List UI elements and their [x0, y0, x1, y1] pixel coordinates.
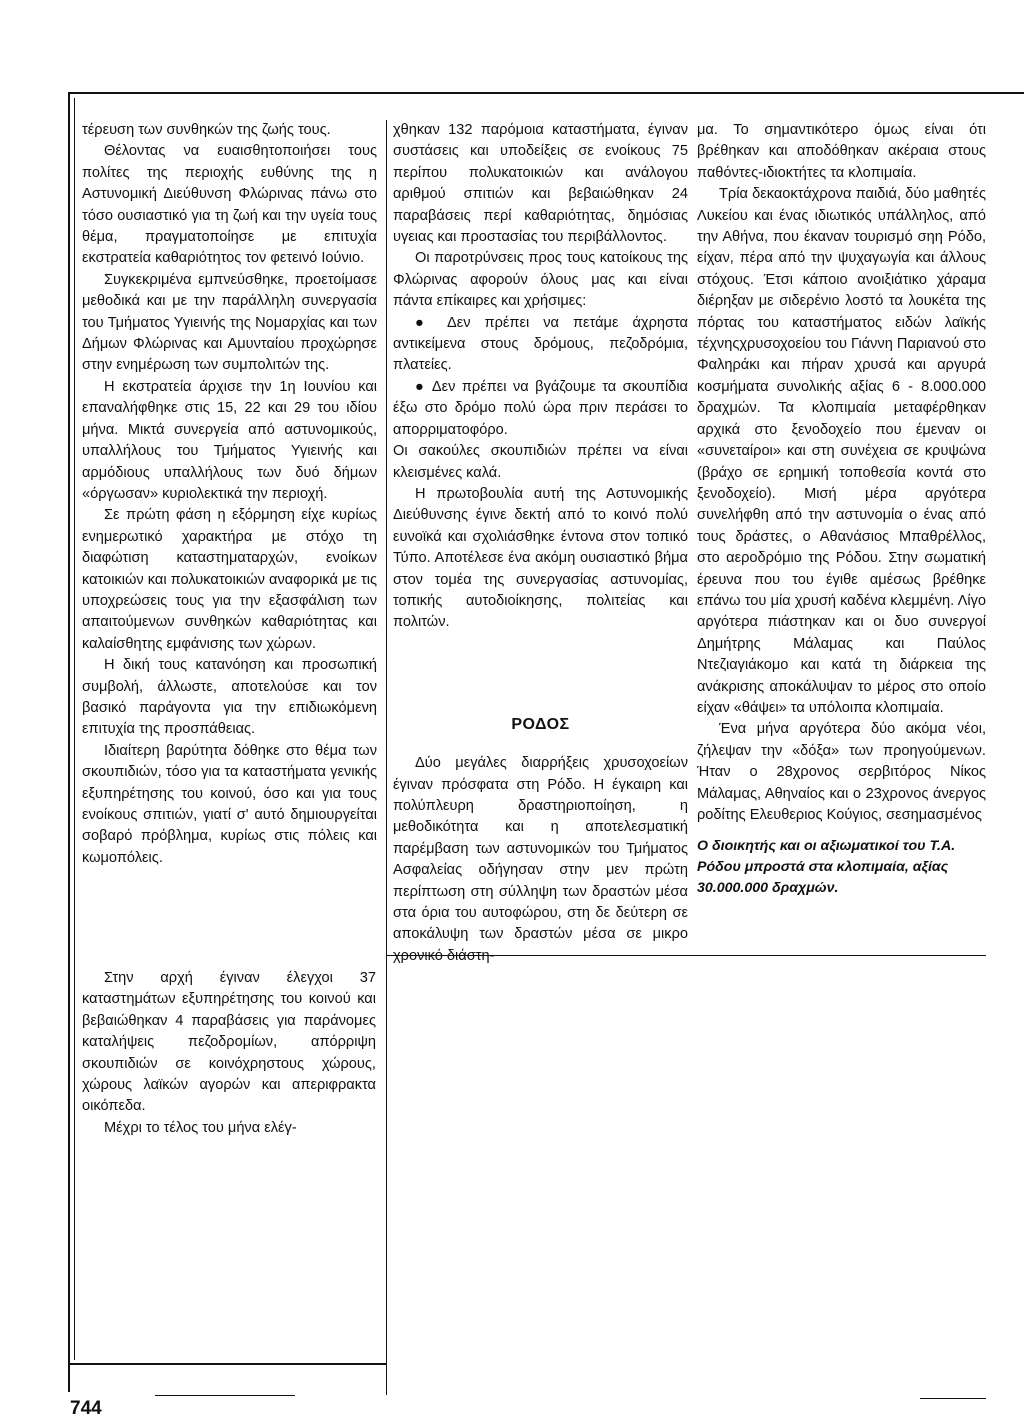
paragraph: Η εκστρατεία άρχισε την 1η Ιουνίου και επαναλήφθηκε στις 15, 22 και 29 του ιδίου μήνα. Μικτά συνεργεία από αστυνομικούς, υπαλλήλους του Τμήματος Υγιεινής και αρμόδιους υπαλλήλους των δυό δήμων «όργωσαν» κυριολεκτικά την περιοχή. [82, 378, 377, 502]
bullet-item: ● Δεν πρέπει να βγάζουμε τα σκουπίδια έξω στο δρόμο πολύ ώρα πριν περάσει το απορριματοφόρο. [393, 378, 688, 438]
article-column-1-bottom [82, 968, 376, 1139]
paragraph: Τρία δεκαοκτάχρονα παιδιά, δύο μαθητές Λυκείου και ένας ιδιωτικός υπάλληλος, από την Αθήνα, που έκαναν τουρισμό σηη Ρόδο, είχαν, πέρα από την ψυχαγωγία και άλλους στόχους. Έτσι κάποιο ανοιξιάτικο χάραμα διέρηξαν με σιδερένιο λοστό τα λουκέτα της πόρτας του καταστήματος ειδών λαϊκής τέχνηςχρυσοχοείου του Γιάννη Παριανού στο Φαληράκι και πήραν χρυσά και αργυρά κοσμήματα συνολικής αξίας 6 - 8.000.000 δραχμών. Τα κλοπιμαία μεταφέρθηκαν αρχικά στο ξενοδοχείο που έμεναν οι «συνεταίροι» και στη συνέχεια σε κρυψώνα (βράχο σε ερημική τοποθεσία κοντά στο ξενοδοχείο). Μισή μέρα αργότερα συνελήφθη από την αστυνομία ο ένας από τους δράστες, ο Αθανάσιος Μπαθρέλλος, στο αεροδρόμιο της Ρόδου. Στην σωματική έρευνα που του έγιθε αμέσως βρέθηκε επάνω του μία χρυσή καδένα κλεμμένη. Λίγο αργότερα πιάστηκαν και οι δυο συνεργοί Δημήτρης Μάλαμας και Παύλος Ντεζιαγιάκομο και κατά τη διάρκεια της ανάκρισης αποκάλυψαν το μέρος στο οποίο είχαν «θάψει» τα υπόλοιπα κλοπιμαία. [697, 186, 986, 716]
bullet-item: ● Δεν πρέπει να πετάμε άχρηστα αντικείμενα στους δρόμους, πεζοδρόμια, πλατείες. [393, 314, 688, 374]
photo-caption: Ο διοικητής και οι αξιωματικοί του Τ.Α. Ρόδου μπροστά στα κλοπιμαία, αξίας 30.000.000 δραχμών. [697, 838, 956, 897]
paragraph: Η δική τους κατανόηση και προσωπική συμβολή, άλλωστε, αποτελούσε και τον βασικό παράγοντα για την επιδιωκόμενη επιτυχία της προσπάθειας. [82, 657, 377, 738]
paragraph: Συγκεκριμένα εμπνεύσθηκε, προετοίμασε μεθοδικά και με την παράλληλη συνεργασία του Τμήματος Υγιεινής της Νομαρχίας και των Δήμων Φλώρινας και Αμυνταίου προχώρησε στην ενημέρωση των συμπολιτών της. [82, 271, 377, 374]
paragraph: τέρευση των συνθηκών της ζωής τους. [82, 122, 331, 138]
paragraph: Θέλοντας να ευαισθητοποιήσει τους πολίτες της περιοχής ευθύνης της η Αστυνομική Διεύθυνση Φλώρινας πάνω στο τόσο ουσιαστικό για τη ζωή και την υγεία τους θέμα, πραγματοποίησε με επιτυχία εκστρατεία καθαριότητος τον φετεινό Ιούνιο. [82, 143, 377, 267]
paragraph: Οι παροτρύνσεις προς τους κατοίκους της Φλώρινας αφορούν όλους μας και είναι πάντα επίκαιρες και χρήσιμες: [393, 250, 688, 310]
top-rule [68, 92, 1024, 94]
paragraph: Η πρωτοβουλία αυτή της Αστυνομικής Διεύθυνσης έγινε δεκτή από το κοινό πολύ ευνοϊκά και σχολιάσθηκε έντονα στον τοπικό Τύπο. Αποτέλεσε ένα ακόμη ουσιαστικό βήμα στον τομέα της συνεργασίας αστυνομίας, τοπικής αυτοδιοίκησης, πολιτείας και πολιτών. [393, 485, 688, 631]
paragraph: Δύο μεγάλες διαρρήξεις χρυσοχοείων έγιναν πρόσφατα στη Ρόδο. Η έγκαιρη και πολύπλευρη δραστηριοποίηση, η μεθοδικότητα και η αποτελεσματική παρέμβαση των αστυνομικών του Τμήματος Ασφαλείας οδήγησαν στην μεν πρώτη περίπτωση στη σύλληψη των δραστών μέσα στα όρια του αυτοφώρου, στη δε δεύτερη σε αποκάλυψη των δραστών μέσα σε μικρο χρονικό διάστη- [393, 755, 688, 964]
paragraph: Σε πρώτη φάση η εξόρμηση είχε κυρίως ενημερωτικό χαρακτήρα με στόχο τη διαφώτιση καταστηματαρχών, ενοίκων κατοικιών και πολυκατοικιών αναφορικά με τις υποχρεώσεις τους για την εξασφάλιση των απαιτούμενων συνθηκών καθαριότητας και καλαίσθητης εμφάνισης των χώρων. [82, 507, 377, 652]
paragraph: Ιδιαίτερη βαρύτητα δόθηκε στο θέμα των σκουπιδιών, τόσο για τα καταστήματα γενικής εξυπηρέτησης του κοινού, όσο και για τους ενοίκους σπιτιών, γιατί σ' αυτό δημιουργείται σοβαρό πρόβλημα, κυρίως στις πόλεις και κωμοπόλεις. [82, 742, 377, 866]
article-column-3 [697, 120, 986, 899]
article-column-2 [393, 120, 688, 967]
paragraph: Ένα μήνα αργότερα δύο ακόμα νέοι, ζήλεψαν την «δόξα» των προηγούμενων. Ήταν ο 28χρονος σερβιτόρος Νίκος Μάλαμας, Αθηναίος και ο 23χρονος άνεργος ροδίτης Ελευθεριος Κούγιος, σεσημασμένος [697, 721, 986, 823]
paragraph: Μέχρι το τέλος του μήνα ελέγ- [104, 1119, 297, 1136]
paragraph: χθηκαν 132 παρόμοια καταστήματα, έγιναν συστάσεις και υποδείξεις σε ενοίκους 75 περίπου πολυκατοικιών και ανάλογου αριθμού σπιτιών και βεβαιώθηκαν 24 παραβάσεις περί καθαριότητας, δημόσιας υγειας και προστασίας του περιβάλλοντος. [393, 122, 688, 246]
paragraph: μα. Το σημαντικότερο όμως είναι ότι βρέθηκαν και αποδόθηκαν ακέραια στους παθόντες-ιδιοκτήτες τα κλοπιμαία. [697, 122, 986, 181]
col1-separator-rule [386, 120, 387, 1395]
article-column-1 [82, 120, 377, 869]
inner-left-rule [74, 98, 75, 1360]
footer-dash-1 [155, 1395, 295, 1396]
paragraph: Στην αρχή έγιναν έλεγχοι 37 καταστημάτων εξυπηρέτησης του κοινού και βεβαιώθηκαν 4 παραβάσεις για παράνομες καταλήψεις πεζοδρομίων, απόρριψη σκουπιδιών σε κοινόχρηστους χώρους, χώρους λαϊκών αγορών και απεριφρακτα οικόπεδα. [82, 970, 376, 1115]
paragraph: Οι σακούλες σκουπιδιών πρέπει να είναι κλεισμένες καλά. [393, 443, 688, 481]
page-number: 744 [70, 1398, 102, 1419]
left-frame-rule [68, 92, 70, 1392]
section-heading-rodos: ΡΟΔΟΣ [511, 715, 570, 733]
footer-dash-2 [920, 1398, 986, 1399]
bottom-rule [68, 1363, 386, 1365]
